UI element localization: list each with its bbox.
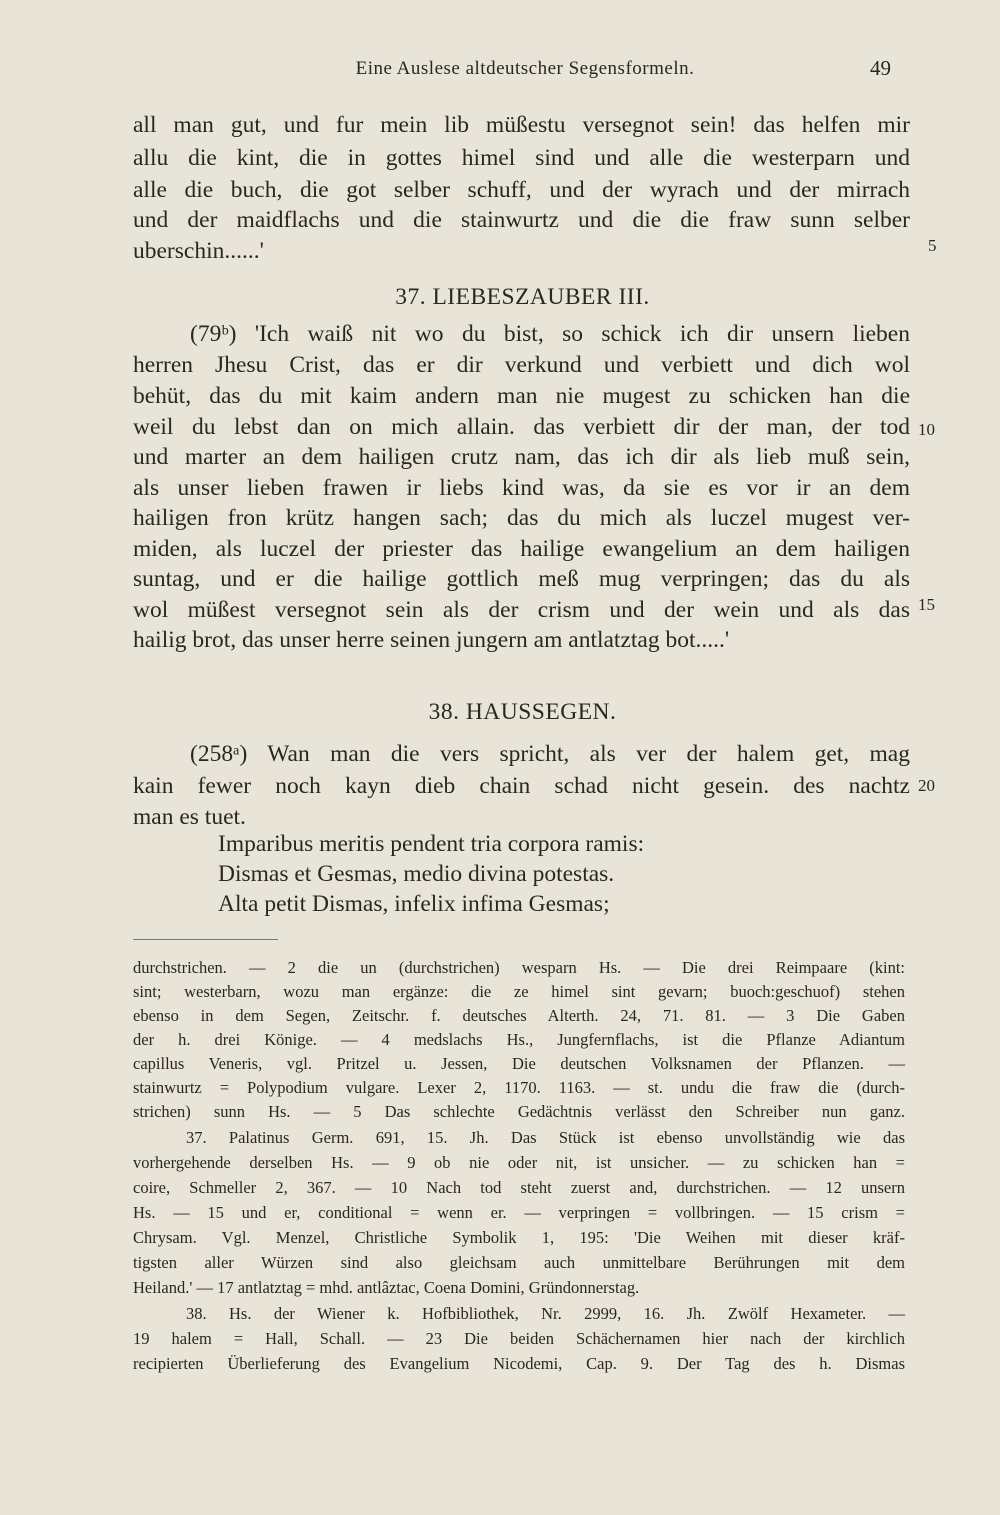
line-number: 10 [918, 420, 935, 439]
text-line: kain fewer noch kayn dieb chain schad nicht gesein. des nachtz [133, 773, 910, 799]
text-line: hailigen fron krütz hangen sach; das du mich als luczel mugest ver- [133, 505, 910, 531]
text-line: (79ᵇ) 'Ich waiß nit wo du bist, so schick ich dir unsern lieben [190, 321, 910, 347]
verse-line: Imparibus meritis pendent tria corpora ramis: [218, 831, 645, 857]
footnote-line: Chrysam. Vgl. Menzel, Christliche Symbolik 1, 195: 'Die Weihen mit dieser kräf- [133, 1228, 905, 1247]
footnote-line: vorhergehende derselben Hs. — 9 ob nie oder nit, ist unsicher. — zu schicken han = [133, 1153, 905, 1172]
text-line: als unser lieben frawen ir liebs kind was, da sie es vor ir an dem [133, 475, 910, 501]
text-line: all man gut, und fur mein lib müßestu versegnot sein! das helfen mir [133, 112, 910, 138]
footnote-line: 19 halem = Hall, Schall. — 23 Die beiden Schächernamen hier nach der kirchlich [133, 1329, 905, 1348]
footnote-line: Heiland.' — 17 antlatztag = mhd. antlâztac, Coena Domini, Gründonnerstag. [133, 1278, 640, 1297]
text-line: allu die kint, die in gottes himel sind und alle die westerparn und [133, 145, 910, 171]
line-number: 20 [918, 776, 935, 795]
footnote-line: ebenso in dem Segen, Zeitschr. f. deutsches Alterth. 24, 71. 81. — 3 Die Gaben [133, 1006, 905, 1025]
footnote-line: stainwurtz = Polypodium vulgare. Lexer 2, 1170. 1163. — st. undu die fraw die (durch- [133, 1078, 905, 1097]
footnote-line: durchstrichen. — 2 die un (durchstrichen) wesparn Hs. — Die drei Reimpaare (kint: [133, 958, 905, 977]
verse-line: Alta petit Dismas, infelix infima Gesmas; [218, 891, 610, 917]
line-number: 5 [928, 236, 937, 255]
text-line: suntag, und er die hailige gottlich meß mug verpringen; das du als [133, 566, 910, 592]
footnote-line: der h. drei Könige. — 4 medslachs Hs., Jungfernflachs, ist die Pflanze Adiantum [133, 1030, 905, 1049]
footnote-line: recipierten Überlieferung des Evangelium Nicodemi, Cap. 9. Der Tag des h. Dismas [133, 1354, 905, 1373]
text-line: (258ᵃ) Wan man die vers spricht, als ver der halem get, mag [190, 741, 910, 767]
footnote-line: strichen) sunn Hs. — 5 Das schlechte Gedächtnis verlässt den Schreiber nun ganz. [133, 1102, 905, 1121]
section-heading: 38. HAUSSEGEN. [428, 699, 617, 725]
footnote-line: sint; westerbarn, wozu man ergänze: die ze himel sint gevarn; buoch:geschuof) stehen [133, 982, 905, 1001]
text-line: weil du lebst dan on mich allain. das verbiett dir der man, der tod [133, 414, 910, 440]
footnote-line: 37. Palatinus Germ. 691, 15. Jh. Das Stück ist ebenso unvollständig wie das [186, 1128, 905, 1147]
text-line: alle die buch, die got selber schuff, und der wyrach und der mirrach [133, 177, 910, 203]
running-header: Eine Auslese altdeutscher Segensformeln. [355, 58, 695, 79]
footnote-line: Hs. — 15 und er, conditional = wenn er. — verpringen = vollbringen. — 15 crism = [133, 1203, 905, 1222]
footnote-line: tigsten aller Würzen sind also gleichsam auch unmittelbare Berührungen mit dem [133, 1253, 905, 1272]
footnote-line: 38. Hs. der Wiener k. Hofbibliothek, Nr. 2999, 16. Jh. Zwölf Hexameter. — [186, 1304, 905, 1323]
text-line: und marter an dem hailigen crutz nam, das ich dir als lieb muß sein, [133, 444, 910, 470]
text-line: herren Jhesu Crist, das er dir verkund und verbiett und dich wol [133, 352, 910, 378]
text-line: man es tuet. [133, 804, 246, 830]
footnote-line: coire, Schmeller 2, 367. — 10 Nach tod steht zuerst and, durchstrichen. — 12 unsern [133, 1178, 905, 1197]
line-number: 15 [918, 595, 935, 614]
text-line: wol müßest versegnot sein als der crism und der wein und als das [133, 597, 910, 623]
verse-line: Dismas et Gesmas, medio divina potestas. [218, 861, 615, 887]
text-line: behüt, das du mit kaim andern man nie mugest zu schicken han die [133, 383, 910, 409]
text-line: uberschin......' [133, 238, 264, 264]
footnote-line: capillus Veneris, vgl. Pritzel u. Jessen, Die deutschen Volksnamen der Pflanzen. — [133, 1054, 905, 1073]
text-line: miden, als luczel der priester das hailige ewangelium an dem hailigen [133, 536, 910, 562]
text-line: und der maidflachs und die stainwurtz und die die fraw sunn selber [133, 207, 910, 233]
footnote-divider [133, 939, 278, 940]
page-number: 49 [870, 56, 891, 80]
text-line: hailig brot, das unser herre seinen jungern am antlatztag bot.....' [133, 627, 730, 653]
section-heading: 37. LIEBESZAUBER III. [395, 284, 650, 310]
